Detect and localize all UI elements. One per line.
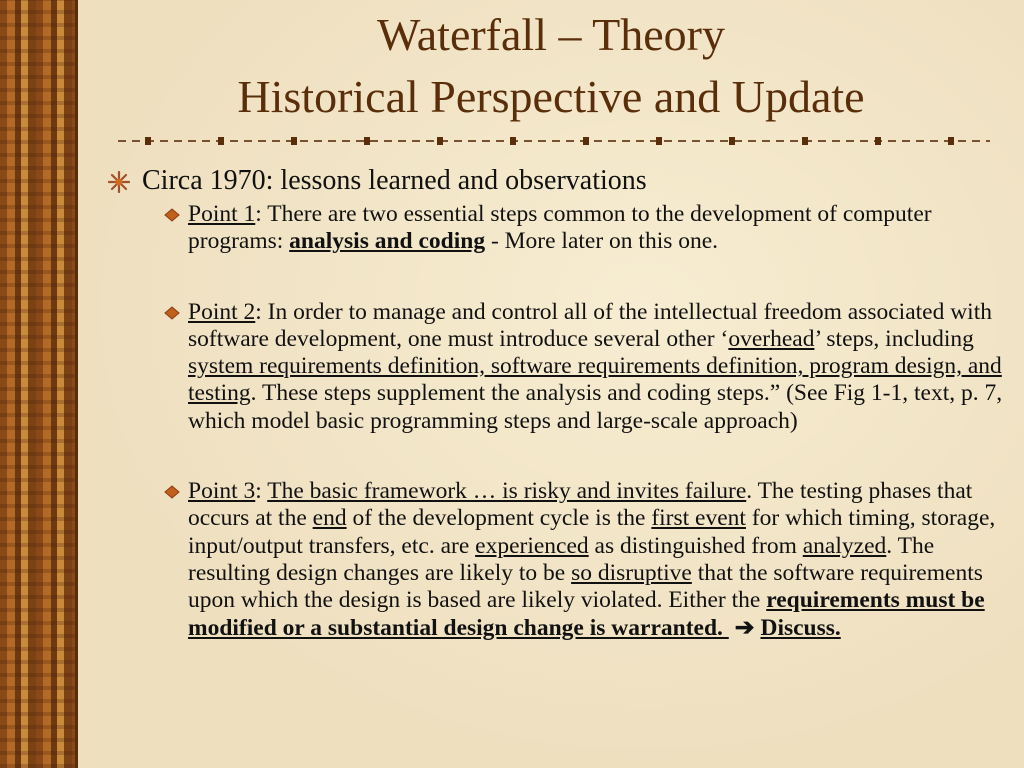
diamond-bullet-icon xyxy=(164,306,180,320)
spacer xyxy=(100,435,1015,475)
point-1-item xyxy=(100,201,1015,256)
point-2-label: Point 2 xyxy=(188,298,256,325)
point-2-overhead: overhead xyxy=(728,325,815,352)
point-3-text-a: . The testing phases that occurs at the xyxy=(188,478,973,532)
point-3-text-f: that the software requirements upon which the design is based are likely violated. Either the xyxy=(188,559,983,614)
slide-title xyxy=(78,4,1024,128)
starburst-bullet-icon xyxy=(108,171,130,193)
point-2-text-b: ’ steps, including xyxy=(814,325,974,352)
point-2-text-c: . These steps supplement the analysis and coding steps.” (See Fig 1-1, text, p. 7, which model basic programming steps and large-scale approach) xyxy=(188,380,1003,434)
point-3-analyzed: analyzed xyxy=(802,532,887,559)
slide-content xyxy=(100,164,1015,642)
point-1-text-b: - More later on this one. xyxy=(485,228,719,255)
point-3-text-d: as distinguished from xyxy=(588,532,803,559)
point-1-text-a: There are two essential steps common to the development of computer programs: xyxy=(188,201,932,255)
point-3-sep: : xyxy=(255,478,268,505)
point-3-text-e: . The resulting design changes are likely to be xyxy=(188,532,935,586)
point-2-text-a: In order to manage and control all of the intellectual freedom associated with software development, one must introduce several other ‘ xyxy=(188,298,992,352)
decorative-side-bar xyxy=(0,0,78,768)
point-3-first-event: first event xyxy=(651,505,746,532)
point-3-conclusion-text: requirements must be modified or a substantial design change is warranted. xyxy=(188,587,985,641)
bullet-level1 xyxy=(100,164,1015,198)
slide-title-line-2: Historical Perspective and Update xyxy=(237,71,865,122)
title-divider xyxy=(118,134,990,148)
diamond-bullet-icon xyxy=(164,208,180,222)
spacer xyxy=(100,256,1015,296)
right-arrow-icon: ➔ xyxy=(734,614,755,641)
slide-title-line-1: Waterfall – Theory xyxy=(377,9,725,60)
point-3-experienced: experienced xyxy=(475,532,589,559)
point-3-end: end xyxy=(312,505,347,532)
point-2-sep: : xyxy=(255,298,268,325)
point-1-emphasis: analysis and coding xyxy=(289,228,486,255)
point-3-discuss: Discuss. xyxy=(760,614,841,641)
point-1-label: Point 1 xyxy=(188,201,256,227)
point-2-steps: system requirements definition, software requirements definition, program design, and testing xyxy=(188,353,1002,407)
point-3-text-c: for which timing, storage, input/output transfers, etc. are xyxy=(188,505,996,559)
point-3-label: Point 3 xyxy=(188,478,256,505)
diamond-bullet-icon xyxy=(164,485,180,499)
point-3-text-b: of the development cycle is the xyxy=(346,505,652,532)
point-3-disruptive: so disruptive xyxy=(571,559,692,586)
level1-text: Circa 1970: lessons learned and observations xyxy=(142,165,647,196)
point-3-risk: The basic framework … is risky and invites failure xyxy=(267,478,747,505)
point-3-item xyxy=(100,478,1015,642)
point-2-item xyxy=(100,299,1015,435)
point-1-sep: : xyxy=(255,201,268,227)
